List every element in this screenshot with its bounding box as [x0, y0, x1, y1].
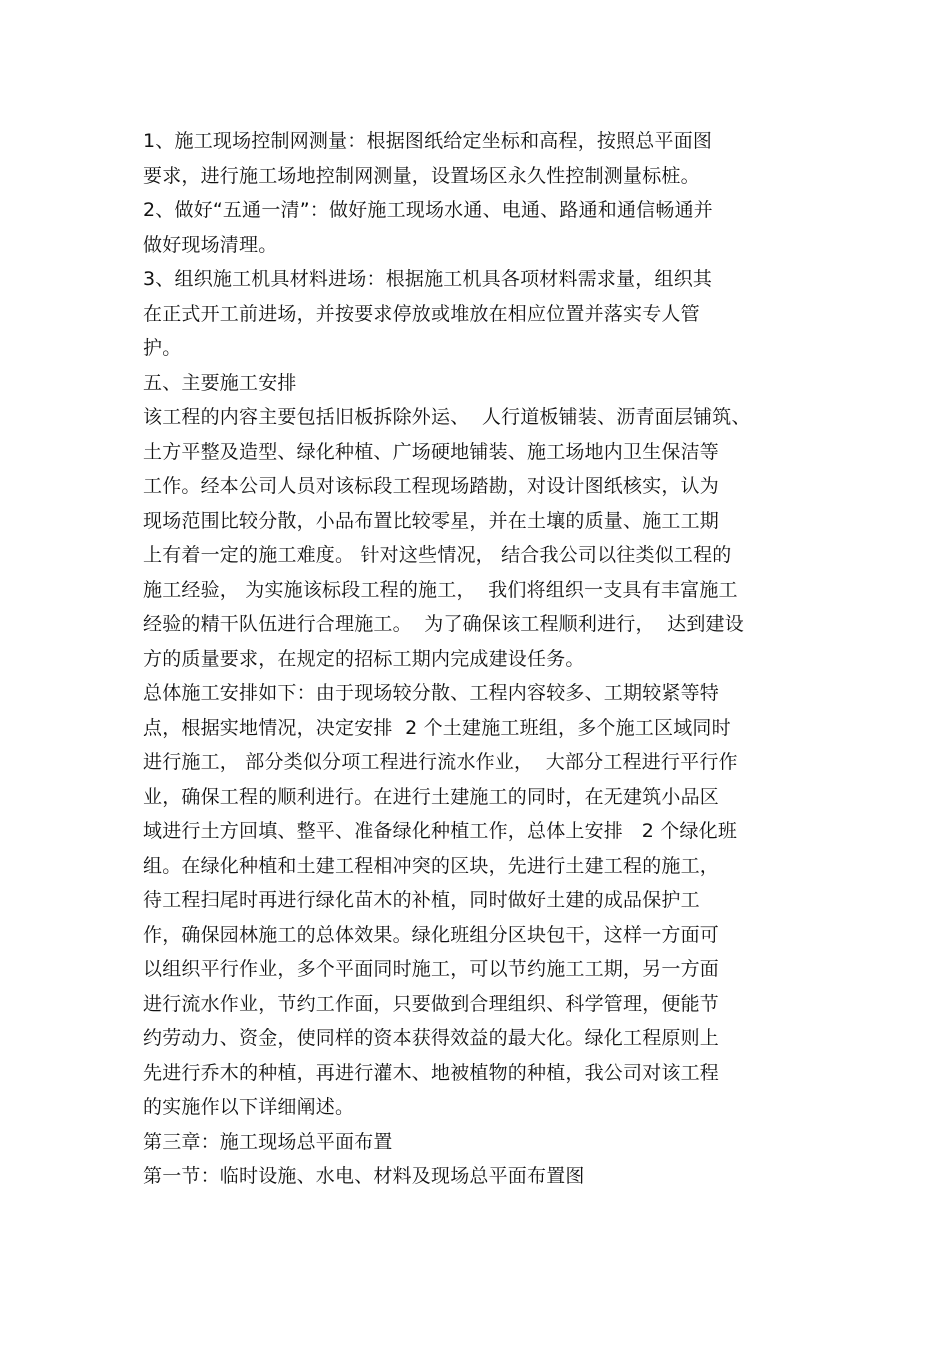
- text-line: 3、组织施工机具材料进场：根据施工机具各项材料需求量，组织其: [143, 268, 713, 290]
- text-line: 进行流水作业，节约工作面，只要做到合理组织、科学管理，便能节: [143, 992, 720, 1015]
- text-line: 域进行土方回填、整平、准备绿化种植工作，总体上安排 2 个绿化班: [143, 820, 738, 842]
- chapter-heading: 第三章：施工现场总平面布置: [143, 1130, 393, 1153]
- text-line: 经验的精干队伍进行合理施工。 为了确保该工程顺利进行， 达到建设: [143, 613, 744, 635]
- section-heading: 五、主要施工安排: [143, 371, 297, 394]
- body-text: [143, 124, 823, 1194]
- text-line: 方的质量要求，在规定的招标工期内完成建设任务。: [143, 647, 585, 670]
- text-line: 上有着一定的施工难度。 针对这些情况， 结合我公司以往类似工程的: [143, 544, 732, 566]
- text-line: 业，确保工程的顺利进行。在进行土建施工的同时，在无建筑小品区: [143, 785, 720, 808]
- text-line: 总体施工安排如下：由于现场较分散、工程内容较多、工期较紧等特: [143, 682, 720, 704]
- text-line: 1、施工现场控制网测量：根据图纸给定坐标和高程，按照总平面图: [143, 130, 713, 152]
- text-line: 工作。经本公司人员对该标段工程现场踏勘，对设计图纸核实，认为: [143, 475, 720, 497]
- text-line: 土方平整及造型、绿化种植、广场硬地铺装、施工场地内卫生保洁等: [143, 440, 720, 463]
- text-line: 的实施作以下详细阐述。: [143, 1096, 355, 1118]
- text-line: 护。: [143, 337, 182, 359]
- text-line: 在正式开工前进场，并按要求停放或堆放在相应位置并落实专人管: [143, 302, 700, 325]
- text-line: 现场范围比较分散，小品布置比较零星，并在土壤的质量、施工工期: [143, 509, 720, 532]
- text-line: 进行施工， 部分类似分项工程进行流水作业， 大部分工程进行平行作: [143, 751, 738, 773]
- text-line: 约劳动力、资金，使同样的资本获得效益的最大化。绿化工程原则上: [143, 1027, 720, 1049]
- text-line: 2、做好“五通一清”：做好施工现场水通、电通、路通和通信畅通并: [143, 199, 713, 221]
- text-line: 作，确保园林施工的总体效果。绿化班组分区块包干，这样一方面可: [143, 923, 720, 946]
- section-heading: 第一节：临时设施、水电、材料及现场总平面布置图: [143, 1165, 585, 1187]
- text-line: 该工程的内容主要包括旧板拆除外运、 人行道板铺装、沥青面层铺筑、: [143, 406, 751, 428]
- text-line: 点，根据实地情况，决定安排 2 个土建施工班组，多个施工区域同时: [143, 716, 731, 739]
- text-line: 组。在绿化种植和土建工程相冲突的区块，先进行土建工程的施工，: [143, 854, 720, 877]
- text-line: 施工经验， 为实施该标段工程的施工， 我们将组织一支具有丰富施工: [143, 578, 738, 601]
- text-line: 待工程扫尾时再进行绿化苗木的补植，同时做好土建的成品保护工: [143, 889, 700, 911]
- text-line: 以组织平行作业，多个平面同时施工，可以节约施工工期，另一方面: [143, 958, 720, 980]
- text-line: 做好现场清理。: [143, 233, 278, 256]
- text-line: 先进行乔木的种植，再进行灌木、地被植物的种植，我公司对该工程: [143, 1061, 720, 1084]
- text-line: 要求，进行施工场地控制网测量，设置场区永久性控制测量标桩。: [143, 164, 700, 187]
